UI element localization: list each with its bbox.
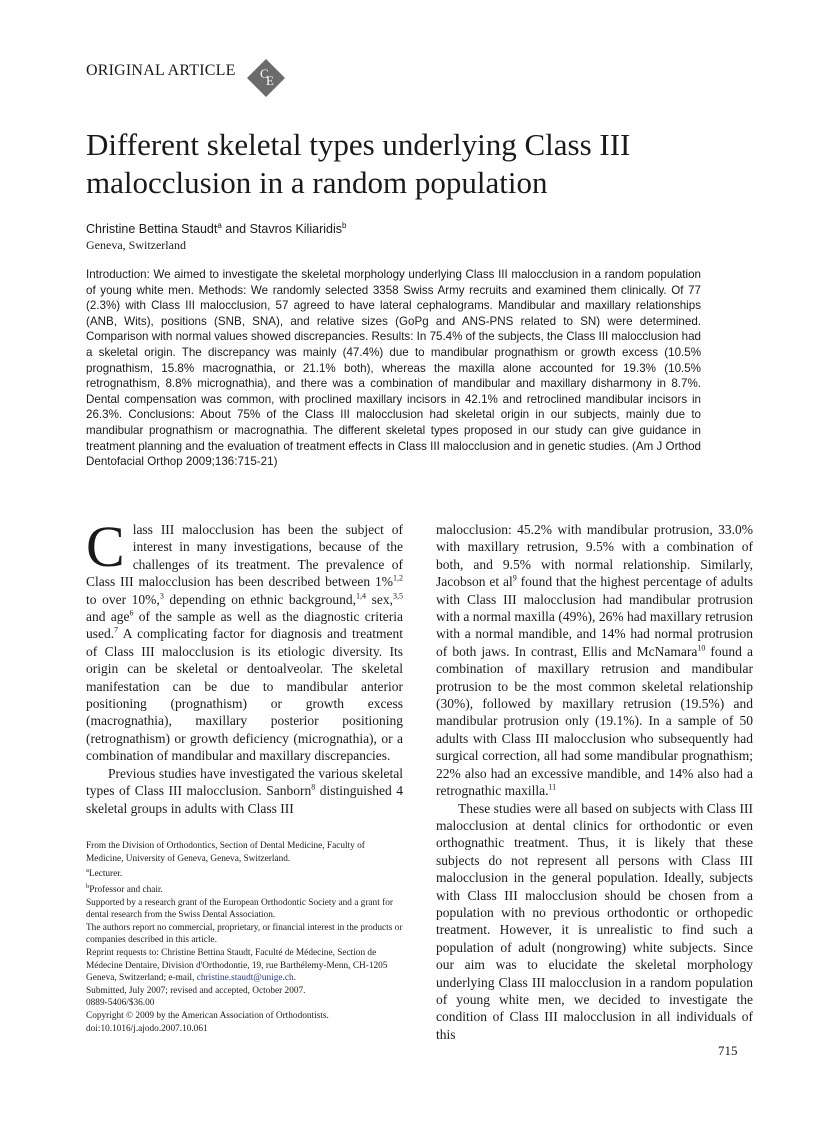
abstract: Introduction: We aimed to investigate the skeletal morphology underlying Class III malocclusion in a random population of young white men. Methods: We randomly selected 3358 Swiss Army recruits and examined them clinically. Of 77 (2.3%) with Class III malocclusion, 57 agreed to have lateral cephalograms. Mandibular and maxillary relationships (ANB, Wits), positions (SNB, SNA), and relative sizes (GoPg and ANS-PNS related to SN) were determined. Comparison with normal values showed discrepancies. Results: In 75.4% of the subjects, the Class III malocclusion had a skeletal origin. The discrepancy was mainly (47.4%) due to mandibular prognathism or growth excess (10.5% prognathism, 15.8% macrognathia, or 21.1% both), whereas the maxilla alone accounted for 19.3% (10.5% retrognathism, 8.8% micrognathia), and there was a combination of mandibular and maxillary disharmony in 8.7%. Dental compensation was common, with proclined maxillary incisors in 42.1% and retroclined mandibular incisors in 26.3%. Conclusions: About 75% of the Class III malocclusion had skeletal origin in our subjects, mainly due to mandibular prognathism or macrognathia. The different skeletal types proposed in our study can give guidance in treatment planning and the evaluation of treatment effects in Class III malocclusion and in genetic studies. (Am J Orthod Dentofacial Orthop 2009;136:715-21) — [86, 268, 701, 469]
footnote-support: Supported by a research grant of the European Orthodontic Society and a grant for dental research from the Swiss Dental Association. — [86, 897, 393, 921]
footnote-reprint — [86, 947, 403, 985]
citation-ref: 1,2 — [393, 573, 403, 583]
body-text: depending on ethnic background, — [163, 591, 357, 607]
author-conjunction: and — [221, 222, 250, 237]
body-text: found that the highest percentage of adults with Class III malocclusion had mandibular protrusion with a normal maxilla (49%), 26% had maxillary retrusion with a normal mandible, and 14% had normal protrusion of both jaws. In contrast, Ellis and McNamara — [436, 574, 753, 659]
body-text: lass III malocclusion has been the subject of interest in many investigations, because of the challenges of its treatment. The prevalence of Class III malocclusion has been described between 1% — [86, 522, 403, 590]
body-text: to over 10%, — [86, 591, 160, 607]
article-title: Different skeletal types underlying Class III malocclusion in a random population — [86, 127, 631, 200]
body-text: of the sample as well as the diagnostic criteria used. — [86, 609, 403, 642]
body-column-left — [86, 514, 404, 817]
footnote-submitted: Submitted, July 2007; revised and accepted, October 2007. — [86, 985, 306, 996]
continuing-education-badge-icon — [246, 58, 286, 98]
body-paragraph: These studies were all based on subjects with Class III malocclusion at dental clinics for orthodontic or even orthognathic treatment. Thus, it is likely that these subjects do not represent all persons with Class III malocclusion in the general population. Ideally, subjects with Class III malocclusion should be chosen from a population with no previous orthodontic or orthopedic treatment. However, it is unrealistic to find such a population of adult (nongrowing) white subjects. Since our aim was to elucidate the skeletal morphology underlying Class III malocclusion in a random population of young white men, we decided to investigate the condition of Class III malocclusion in all individuals of this — [436, 800, 753, 1042]
citation-ref: 3 — [159, 591, 164, 601]
body-text: sex, — [366, 591, 394, 607]
footnote-mark: b — [86, 882, 90, 890]
author-line — [86, 221, 346, 236]
body-text: malocclusion: 45.2% with mandibular protrusion, 33.0% with maxillary retrusion, 9.5% with a combination of both, and 9.5% with normal relationship. Similarly, Jacobson et al — [436, 522, 753, 590]
footnote-mark: a — [86, 867, 89, 875]
badge-letter-c: C — [260, 66, 269, 81]
body-text: distinguished 4 skeletal groups in adults with Class III — [86, 783, 403, 816]
footnote-conflict: The authors report no commercial, proprietary, or financial interest in the products or companies described in this article. — [86, 922, 403, 946]
body-paragraph — [86, 765, 403, 817]
footnote-text: . — [293, 973, 296, 984]
citation-ref: 8 — [311, 782, 316, 792]
footnote-affiliation: From the Division of Orthodontics, Section of Dental Medicine, Faculty of Medicine, University of Geneva, Geneva, Switzerland. — [86, 841, 365, 864]
footnote-a — [86, 865, 403, 881]
citation-ref: 7 — [114, 625, 119, 635]
citation-ref: 11 — [548, 782, 557, 792]
body-column-right — [436, 521, 753, 1043]
body-text: found a combination of maxillary retrusion and mandibular protrusion to be the most common skeletal relationship (30%), followed by maxillary retrusion (19.5%) and mandibular protrusion only (19.1%). In a sample of 50 adults with Class III malocclusion who subsequently had surgical correction, all had some mandibular prognathism; 22% also had an excessive mandible, and 14% also had a retrognathic maxilla. — [436, 643, 753, 799]
footnote-doi: doi:10.1016/j.ajodo.2007.10.061 — [86, 1023, 208, 1034]
citation-ref: 6 — [129, 608, 134, 618]
author-affiliation-mark: b — [341, 221, 347, 230]
body-text: A complicating factor for diagnosis and treatment of Class III malocclusion is its etiologic diversity. Its origin can be skeletal or dentoalveolar. The skeletal manifestation can be due to mandibular anterior positioning (prognathism) or growth excess (macrognathia), maxillary posterior positioning (retrognathism) or growth deficiency (micrognathia), or a combination of mandibular and maxillary discrepancies. — [86, 626, 403, 764]
badge-letter-e: E — [266, 73, 274, 88]
body-text: and age — [86, 609, 130, 625]
citation-ref: 1,4 — [356, 591, 367, 601]
author-affiliation-mark: a — [217, 221, 222, 230]
citation-ref: 3,5 — [393, 591, 404, 601]
footnote-b — [86, 881, 403, 897]
footnotes — [86, 840, 403, 1035]
footnote-copyright: Copyright © 2009 by the American Association of Orthodontists. — [86, 1010, 329, 1021]
section-label: ORIGINAL ARTICLE — [86, 62, 236, 79]
body-text: Previous studies have investigated the various skeletal types of Class III malocclusion. Sanborn — [86, 765, 403, 799]
citation-ref: 9 — [512, 573, 517, 583]
footnote-text: Professor and chair. — [89, 884, 163, 895]
body-paragraph — [436, 521, 753, 800]
author-name: Christine Bettina Staudt — [86, 222, 218, 237]
author-name: Stavros Kiliaridis — [249, 222, 342, 237]
footnote-text: Reprint requests to: Christine Bettina Staudt, Faculté de Médecine, Section de Médecine Dentaire, Division d'Orthodontie, 19, rue Barthélemy-Menn, CH-1205 Geneva, Switzerland; e-mail, — [86, 947, 388, 984]
citation-ref: 10 — [697, 643, 706, 653]
body-paragraph — [86, 514, 404, 765]
page-number: 715 — [718, 1043, 738, 1058]
author-location: Geneva, Switzerland — [86, 238, 186, 252]
email-link[interactable]: christine.staudt@unige.ch — [196, 973, 294, 984]
footnote-text: Lecturer. — [88, 869, 123, 880]
drop-cap: C — [86, 514, 125, 579]
footnote-issn: 0889-5406/$36.00 — [86, 998, 155, 1009]
